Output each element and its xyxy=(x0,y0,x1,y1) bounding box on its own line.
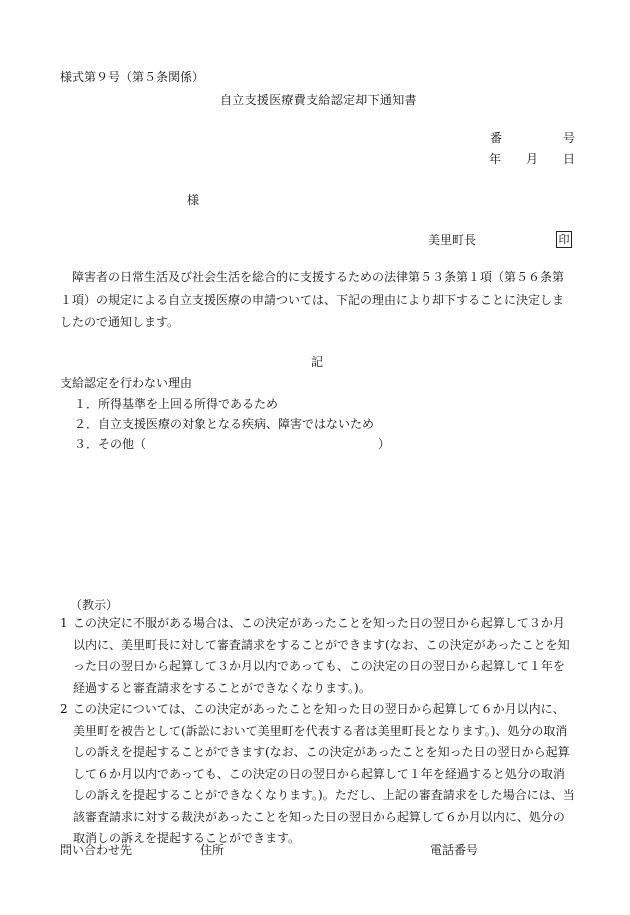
form-label: 様式第９号（第５条関係） xyxy=(60,70,205,84)
footer-phone: 電話番号 xyxy=(430,843,479,857)
notice-item-text: この決定については、この決定があったことを知った日の翌日から起算して６か月以内に、美里町を被告として(訴訟において美里町を代表する者は美里町長となります。)、処分の取消しの訴えを提起することができます(なお、この決定があったことを知った日の翌日から起算して６か月以内であっても、この決定の日の翌日から起算して１年を経過すると処分の取消しの訴えを提起することができなくなります。)。ただし、上記の審査請求をした場合には、当該審査請求に対する裁決があったことを知った日の翌日から起算して６か月以内に、処分の取消しの訴えを提起することができます。 xyxy=(73,702,575,845)
addressee-suffix: 様 xyxy=(187,193,200,207)
reason-other-close: ） xyxy=(378,437,391,451)
reason-item-1: １．所得基準を上回る所得であるため xyxy=(74,397,279,411)
ki-heading: 記 xyxy=(311,355,324,369)
notice-item-1 xyxy=(60,613,575,699)
body-paragraph-text: 障害者の日常生活及び社会生活を総合的に支援するための法律第５３条第１項（第５６条第１項）の規定による自立支援医療の申請ついては、下記の理由により却下することに決定しましたので通知します。 xyxy=(60,270,565,329)
footer-address: 住所 xyxy=(200,843,225,857)
page-title: 自立支援医療費支給認定却下通知書 xyxy=(220,93,417,107)
doc-number-go: 号 xyxy=(563,131,576,145)
date-month: 月 xyxy=(526,152,539,166)
reasons-heading: 支給認定を行わない理由 xyxy=(60,376,193,390)
date-year: 年 xyxy=(489,152,502,166)
footer-contact: 問い合わせ先 xyxy=(60,843,133,857)
notice-list xyxy=(60,613,575,850)
notice-item-number: 2 xyxy=(60,702,68,716)
date-day: 日 xyxy=(563,152,576,166)
reason-item-3: ３．その他（ xyxy=(74,437,147,451)
body-paragraph xyxy=(60,266,575,334)
seal-box: 印 xyxy=(556,231,572,248)
notice-item-2 xyxy=(60,699,575,850)
doc-number-ban: 番 xyxy=(490,131,503,145)
notice-heading: （教示） xyxy=(70,598,119,612)
issuer-name: 美里町長 xyxy=(428,233,477,247)
notice-item-number: 1 xyxy=(60,616,68,630)
reason-item-2: ２．自立支援医療の対象となる疾病、障害ではないため xyxy=(74,417,375,431)
notice-item-text: この決定に不服がある場合は、この決定があったことを知った日の翌日から起算して３か月以内に、美里町長に対して審査請求をすることができます(なお、この決定があったことを知った日の翌日から起算して３か月以内であっても、この決定の日の翌日から起算して１年を経過すると審査請求をすることができなくなります。)。 xyxy=(73,616,570,695)
